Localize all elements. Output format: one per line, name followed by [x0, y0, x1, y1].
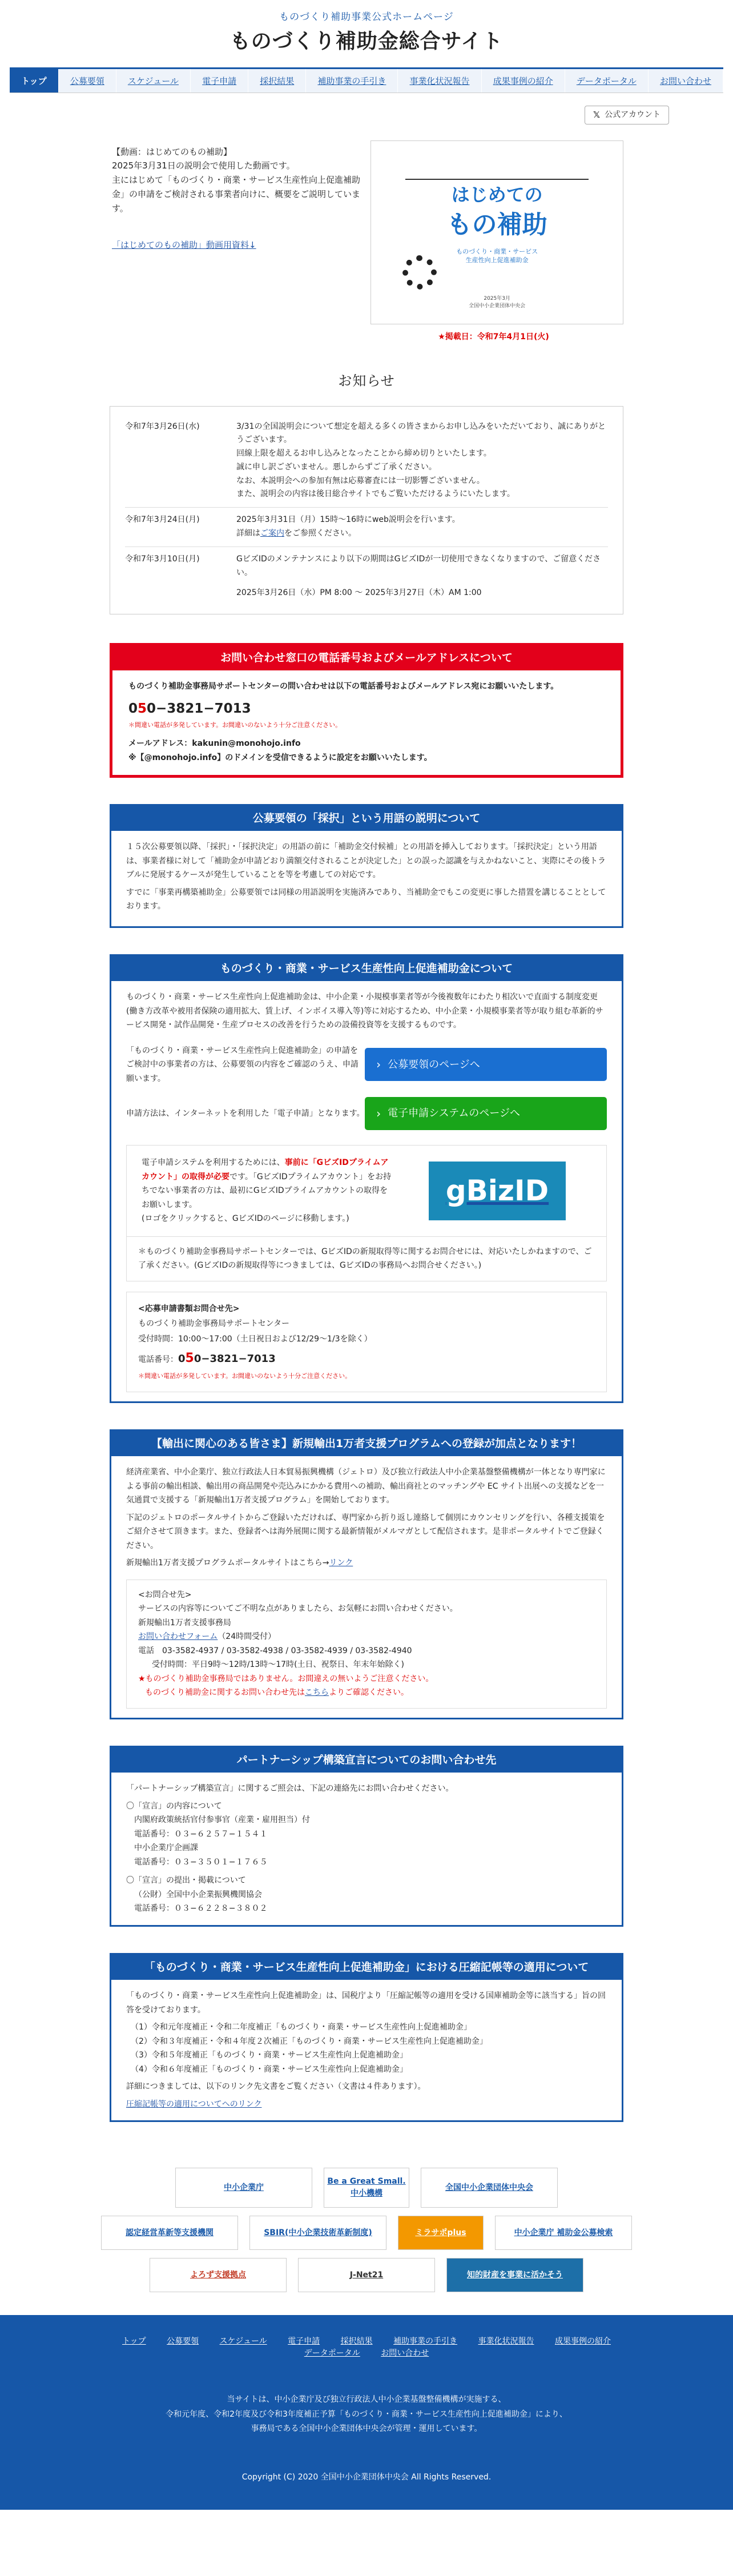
nav-schedule[interactable]: スケジュール [116, 69, 191, 93]
video-material-link[interactable]: 「はじめてのもの補助」動画用資料↓ [112, 240, 256, 251]
banner-certified-support[interactable]: 認定経営革新等支援機関 [101, 2216, 238, 2250]
hero-text [110, 140, 370, 324]
chevron-right-icon: › [376, 1106, 381, 1120]
footer-nav-results[interactable]: 採択結果 [340, 2337, 373, 2346]
gbiz-note: ＊ものづくり補助金事務局サポートセンターでは、GビズIDの新規取得等に関するお問合せには、対応いたしかねますので、ご了承ください。(GビズIDの新規取得等につきましては、GビズIDの事務局へお問合せください。) [126, 1237, 607, 1281]
domain-note: ※【@monohojo.info】のドメインを受信できるように設定をお願いいたします。 [128, 753, 432, 763]
contact-alert-heading: お問い合わせ窓口の電話番号およびメールアドレスについて [112, 646, 621, 670]
monozukuri-text: ものづくり・商業・サービス生産性向上促進補助金は、中小企業・小規模事業者等が今後複数年にわたり相次いで直面する制度変更(働き方改革や被用者保険の適用拡大、賃上げ、インボイス導入等)等に対応するため、中小企業・小規模事業者等が取り組む革新的サービス開発・試作品開発・生産プロセスの改善を行うための設備投資等を支援するものです。 [126, 992, 603, 1030]
hero-image-foot: 全国中小企業団体中央会 [469, 303, 526, 309]
hero-video-thumbnail[interactable] [370, 140, 623, 324]
contact-org: ものづくり補助金事務局サポートセンター [138, 1319, 290, 1329]
banner-sbir[interactable]: SBIR(中小企業技術革新制度) [249, 2216, 386, 2250]
footer-nav-e-application[interactable]: 電子申請 [288, 2337, 320, 2346]
e-application-desc: 申請方法は、インターネットを利用した「電子申請」となります。 [126, 1108, 365, 1118]
x-logo-icon: 𝕏 [593, 110, 601, 120]
inquiry-title: <お問合せ先> [138, 1590, 192, 1600]
partnership-item-title: 〇「宣言」の提出・掲載について [126, 1876, 246, 1886]
gbiz-text: です。「GビズIDプライムアカウント」をお持ちでない事業者の方は、最初にGビズIDプライムアカウントの取得をお願いします。 [142, 1172, 392, 1209]
export-portal-link[interactable]: リンク [329, 1558, 353, 1568]
hero-image-sub: ものづくり・商業・サービス [456, 247, 538, 255]
saitaku-heading: 公募要領の「採択」という用語の説明について [111, 806, 622, 831]
global-nav [10, 67, 723, 94]
contact-phone: 電話番号：050−3821−7013 [138, 1351, 276, 1366]
export-section [110, 1429, 623, 1719]
partner-banners [0, 2168, 733, 2292]
copyright: Copyright (C) 2020 全国中小企業団体中央会 All Rights Reserved. [241, 2473, 492, 2482]
hero-line: 主にはじめて「ものづくり・商業・サービス生産性向上促進補助金」の申請をご検討される事業者向けに、概要をご説明しています。 [112, 175, 361, 214]
assessment-link[interactable]: 圧縮記帳等の適用についてへのリンク [126, 2099, 262, 2109]
news-item [125, 415, 608, 508]
assessment-item: （3）令和５年度補正「ものづくり・商業・サービス生産性向上促進補助金」 [131, 2051, 408, 2060]
partnership-text: 内閣府政策統括官付参事官（産業・雇用担当）付 [134, 1815, 310, 1825]
partnership-section [110, 1746, 623, 1927]
saitaku-text: １５次公募要領以降、「採択」・「採択決定」の用語の前に「補助金交付候補」との用語を挿入しております。「採択決定」という用語は、事業者様に対して「補助金が申請どおり満額交付されることが決定した」との誤った認識を与えかねないこと、実際にその後トラブルに発展するケースが発生していることを等を考慮しての対応です。 [126, 842, 606, 880]
footer-description: 当サイトは、中小企業庁及び独立行政法人中小企業基盤整備機構が実施する、 令和元年度、令和2年度及び令和3年度補正予算「ものづくり・商業・サービス生産性向上促進補助金」により、 事務局である全国中小企業団体中央会が管理・運用しています。 [166, 2395, 567, 2433]
partnership-item-title: 〇「宣言」の内容について [126, 1801, 222, 1811]
gbiz-text: 電子申請システムを利用するためには、 [142, 1158, 285, 1168]
news-list [110, 406, 623, 615]
assessment-detail: 詳細につきましては、以下のリンク先文書をご覧ください（文書は４件あります）。 [126, 2082, 426, 2092]
application-contact [126, 1292, 607, 1392]
saitaku-text: すでに「事業再構築補助金」公募要領では同様の用語説明を実施済みであり、当補助金でもこの変更に事した措置を講じることとしております。 [126, 887, 606, 911]
site-subtitle: ものづくり補助事業公式ホームページ [279, 11, 454, 23]
saitaku-section [110, 804, 623, 928]
footer-nav-contact[interactable]: お問い合わせ [381, 2349, 429, 2358]
hero-image-title-2: もの補助 [446, 210, 547, 239]
assessment-section [110, 1953, 623, 2123]
nav-handbook[interactable]: 補助事業の手引き [306, 69, 398, 93]
news-date: 令和7年3月26日(水) [125, 421, 200, 431]
banner-jnet21[interactable]: J-Net21 [298, 2258, 435, 2292]
news-text: をご参照ください。 [284, 529, 356, 538]
inquiry-form-link[interactable]: お問い合わせフォーム [138, 1632, 218, 1642]
hero-image-foot: 2025年3月 [484, 295, 510, 302]
partnership-lead: 「パートナーシップ構築宣言」に関するご照会は、下記の連絡先にお問い合わせください。 [126, 1784, 454, 1794]
hero [110, 140, 623, 324]
banner-yorozu[interactable]: よろず支援拠点 [150, 2258, 287, 2292]
contact-hours: 受付時間：10:00〜17:00（土日祝日および12/29〜1/3を除く） [138, 1334, 372, 1344]
news-text: 2025年3月31日（月）15時〜16時にweb説明会を行います。 [236, 515, 460, 525]
nav-report[interactable]: 事業化状況報告 [398, 69, 481, 93]
inquiry-hours: 受付時間：平日9時〜12時/13時〜17時(土日、祝祭日、年末年始除く) [152, 1660, 404, 1670]
footer-nav-report[interactable]: 事業化状況報告 [478, 2337, 534, 2346]
site-footer [0, 2315, 733, 2510]
contact-title: <応募申請書類お問合せ先> [138, 1304, 240, 1313]
news-date: 令和7年3月10日(月) [125, 554, 200, 564]
seminar-guide-link[interactable]: ご案内 [260, 529, 284, 538]
assessment-item: （4）令和６年度補正「ものづくり・商業・サービス生産性向上促進補助金」 [131, 2064, 408, 2074]
banner-ip[interactable]: 知的財産を事業に活かそう [446, 2258, 583, 2292]
news-item [125, 547, 608, 606]
nav-contact[interactable]: お問い合わせ [649, 69, 723, 93]
footer-nav-cases[interactable]: 成果事例の紹介 [554, 2337, 611, 2346]
site-header [0, 0, 733, 63]
e-application-button[interactable]: › 電子申請システムのページへ [365, 1097, 607, 1130]
post-date: ★掲載日：令和7年4月1日(火) [438, 332, 549, 341]
assessment-item: （2）令和３年度補正・令和４年度２次補正「ものづくり・商業・サービス生産性向上促進補助金」 [131, 2036, 488, 2046]
monozukuri-heading: ものづくり・商業・サービス生産性向上促進補助金について [111, 956, 622, 982]
banner-mirasapo[interactable]: ミラサポplus [398, 2216, 484, 2250]
footer-nav-handbook[interactable]: 補助事業の手引き [393, 2337, 458, 2346]
inquiry-phone: 電話 03-3582-4937 / 03-3582-4938 / 03-3582-4939 / 03-3582-4940 [138, 1646, 412, 1655]
phone-warning: ＊間違い電話が多発しています。お間違いのないよう十分ご注意ください。 [128, 721, 342, 729]
news-text: 回線上限を超えるお申し込みとなったことから締め切りといたします。 [236, 449, 492, 459]
phone-warning: ＊間違い電話が多発しています。お間違いのないよう十分ご注意ください。 [138, 1372, 352, 1380]
contact-alert-lead: ものづくり補助金事務局サポートセンターの問い合わせは以下の電話番号およびメールアドレス宛にお願いいたします。 [128, 681, 559, 691]
gbiz-required: 事前に「GビズIDプライムアカウント」の取得が必要 [142, 1158, 389, 1181]
guidelines-desc: 「ものづくり・商業・サービス生産性向上促進補助金」の申請をご検討中の事業者の方は、公募要領の内容をご確認のうえ、申請願います。 [126, 1046, 359, 1083]
inquiry-text: サービスの内容等についてご不明な点がありましたら、お気軽にお問い合わせください。 [138, 1604, 458, 1614]
inquiry-text: 新規輸出1万者支援事務局 [138, 1618, 231, 1627]
gbizid-logo-link[interactable]: gBizID [403, 1161, 591, 1221]
footer-nav-schedule[interactable]: スケジュール [219, 2337, 267, 2346]
export-text: 新規輸出1万者支援プログラムポータルサイトはこちら→ [126, 1558, 329, 1568]
support-phone: 050−3821−7013 [128, 701, 251, 716]
banner-smrj[interactable]: Be a Great Small. 中小機構 [324, 2168, 409, 2208]
assessment-heading: 「ものづくり・商業・サービス生産性向上促進補助金」における圧縮記帳等の適用について [111, 1955, 622, 1980]
nav-results[interactable]: 採択結果 [248, 69, 306, 93]
news-text: 2025年3月26日（水）PM 8:00 〜 2025年3月27日（木）AM 1:00 [236, 588, 482, 598]
monozukuri-contact-link[interactable]: こちら [305, 1688, 329, 1698]
nav-cases[interactable]: 成果事例の紹介 [482, 69, 565, 93]
nav-e-application[interactable]: 電子申請 [191, 69, 248, 93]
hero-image-sub: 生産性向上促進補助金 [465, 256, 529, 264]
guidelines-page-button[interactable]: › 公募要領のページへ [365, 1048, 607, 1081]
contact-alert-box [110, 643, 623, 777]
factory-illustration-icon [405, 157, 589, 180]
news-text: 誠に申し訳ございません。悪しからずご了承ください。 [236, 462, 437, 472]
assessment-lead: 「ものづくり・商業・サービス生産性向上促進補助金」は、国税庁より「圧縮記帳等の適用を受ける国庫補助金等に該当する」旨の回答を受けております。 [126, 1991, 606, 2015]
banner-subsidy-search[interactable]: 中小企業庁 補助金公募検索 [495, 2216, 632, 2250]
hero-image-title-1: はじめての [451, 183, 543, 206]
footer-nav [110, 2336, 623, 2360]
partnership-text: 電話番号：０３−６２２８−３８０２ [134, 1904, 268, 1914]
news-text: GビズIDのメンテナンスにより以下の期間はGビズIDが一切使用できなくなりますので、ご留意ください。 [236, 554, 601, 577]
partnership-text: 電話番号：０３−６２５７−１５４１ [134, 1829, 268, 1839]
gbiz-box [126, 1145, 607, 1237]
inquiry-warning: ★ものづくり補助金事務局ではありません。お間違えの無いようご注意ください。 [138, 1674, 434, 1683]
nav-data-portal[interactable]: データポータル [565, 69, 649, 93]
news-text: なお、本説明会への参加有無は応募審査には一切影響ございません。 [236, 476, 485, 485]
partnership-text: 電話番号：０３−３５０１−１７６５ [134, 1857, 268, 1867]
footer-nav-guidelines[interactable]: 公募要領 [167, 2337, 199, 2346]
news-text: 3/31の全国説明会について想定を超える多くの皆さまからお申し込みをいただいており、誠にありがとうございます。 [236, 421, 606, 445]
partnership-text: 中小企業庁企画課 [134, 1843, 198, 1853]
x-account-label: 公式アカウント [605, 110, 660, 119]
export-contact: <お問合せ先> サービスの内容等についてご不明な点がありましたら、お気軽にお問い合わせください。 新規輸出1万者支援事務局 お問い合わせフォーム（24時間受付） 電話 03-3582-4937 / 03-3582-4938 / 03-3582-4939 / 03-3582-4940 受付時間：平日9時〜12時/13時〜17時(土日、祝祭日、年末年始除く) ★ものづくり補助金事務局ではありません。お間違えの無いようご注意ください。 ものづくり補助金に関するお問い合わせ先はこちらよりご確認ください。 [126, 1580, 607, 1709]
partnership-text: （公財）全国中小企業振興機関協会 [134, 1890, 262, 1899]
footer-nav-top[interactable]: トップ [122, 2337, 146, 2346]
news-text: 詳細は [236, 529, 260, 538]
news-text: また、説明会の内容は後日総合サイトでもご覧いただけるようにいたします。 [236, 489, 515, 499]
news-item [125, 508, 608, 547]
export-heading: 【輸出に関心のある皆さま】新規輸出1万者支援プログラムへの登録が加点となります！ [111, 1431, 622, 1457]
export-text: 経済産業省、中小企業庁、独立行政法人日本貿易振興機構（ジェトロ）及び独立行政法人中小企業基盤整備機構が一体となり専門家による事前の輸出相談、輸出用の商品開発や売込みにかかる費用への補助、輸出商社とのマッチングや EC サイト出展への支援などを一気通貫で支援する「新規輸出1万者支援プログラム」を開始しております。 [126, 1468, 606, 1505]
hero-line: 2025年3月31日の説明会で使用した動画です。 [112, 160, 295, 171]
footer-nav-data-portal[interactable]: データポータル [304, 2349, 360, 2358]
site-title[interactable]: ものづくり補助金総合サイト [229, 29, 504, 53]
nav-guidelines[interactable]: 公募要領 [59, 69, 116, 93]
assessment-item: （1）令和元年度補正・令和二年度補正「ものづくり・商業・サービス生産性向上促進補助金」 [131, 2023, 472, 2032]
chevron-right-icon: › [376, 1057, 381, 1071]
hero-line: 【動画：はじめてのもの補助】 [112, 146, 232, 157]
export-text: 下記のジェトロのポータルサイトからご登録いただければ、専門家から折り返し連絡して個別にカウンセリングを行い、各種支援策をご紹介させて頂きます。また、登録者へは海外展開に関する最新情報がメルマガとして配信されます。是非ポータルサイトでご登録ください。 [126, 1513, 605, 1550]
news-date: 令和7年3月24日(月) [125, 515, 200, 525]
news-heading: お知らせ [338, 372, 395, 389]
support-email: メールアドレス：kakunin@monohojo.info [128, 739, 301, 749]
partnership-heading: パートナーシップ構築宣言についてのお問い合わせ先 [111, 1747, 622, 1773]
banner-sme-agency[interactable]: 中小企業庁 [175, 2168, 312, 2208]
gbiz-text: (ロゴをクリックすると、GビズIDのページに移動します。) [142, 1214, 349, 1224]
monozukuri-section [110, 954, 623, 1403]
x-account-button[interactable] [585, 106, 669, 124]
nav-top[interactable]: トップ [10, 69, 59, 93]
banner-chuokai[interactable]: 全国中小企業団体中央会 [421, 2168, 558, 2208]
